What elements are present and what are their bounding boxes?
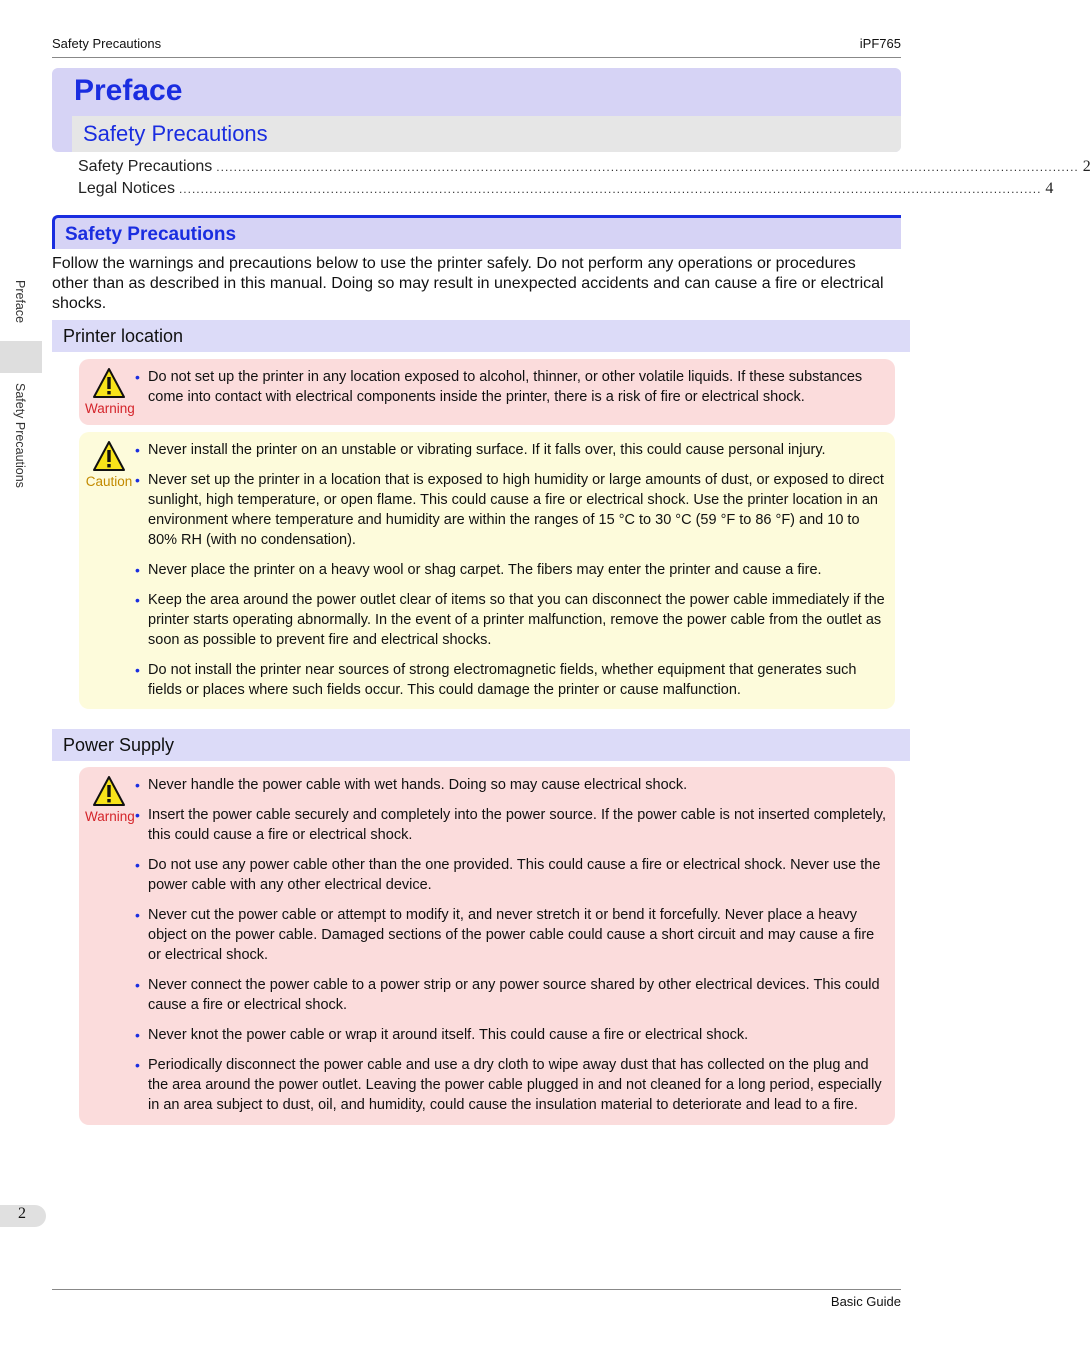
bullet-icon: • xyxy=(135,807,140,823)
toc-entry-label[interactable]: Legal Notices xyxy=(78,180,175,197)
bullet-icon: • xyxy=(135,1057,140,1073)
side-tab-safety-label[interactable]: Safety Precautions xyxy=(13,383,27,488)
warning-list xyxy=(135,775,887,1125)
side-tab-preface-label: Preface xyxy=(13,280,27,324)
intro-paragraph: Follow the warnings and precautions below to use the printer safely. Do not perform any operations or procedures other than as described in this manual. Doing so may result in unexpected accidents and can cause a fire or electrical shocks. xyxy=(52,255,884,312)
chapter-title-box xyxy=(52,68,901,152)
section-heading-bar xyxy=(52,215,901,249)
list-item: • Periodically disconnect the power cable and use a dry cloth to wipe away dust that has collected on the plug and the area around the power outlet. Leaving the power cable plugged in and not cleaned for a long period, especially in an area subject to dust, oil, and humidity, could cause the insulation material to deteriorate and lead to a fire. xyxy=(135,1057,882,1113)
warning-label: Warning xyxy=(85,809,135,824)
list-item: • Insert the power cable securely and completely into the power source. If the power cable is not inserted completely, this could cause a fire or electrical shock. xyxy=(135,807,887,843)
list-item: • Do not use any power cable other than the one provided. This could cause a fire or electrical shock. Never use the power cable with any other electrical device. xyxy=(135,857,881,893)
warning-triangle-icon xyxy=(92,367,126,399)
caution-list xyxy=(135,440,887,710)
section-heading: Safety Precautions xyxy=(65,224,237,245)
footer-divider xyxy=(52,1289,901,1290)
bullet-icon: • xyxy=(135,369,140,385)
toc-entry-page[interactable]: 2 xyxy=(1082,158,1091,175)
chapter-subtitle-bar xyxy=(72,116,901,152)
warning-icon-block xyxy=(85,775,133,824)
side-tab-preface[interactable] xyxy=(0,268,42,340)
bullet-icon: • xyxy=(135,1027,140,1043)
footer-guide-name: Basic Guide xyxy=(830,1294,901,1309)
list-item: • Never install the printer on an unstable or vibrating surface. If it falls over, this could cause personal injury. xyxy=(135,442,826,458)
bullet-icon: • xyxy=(135,977,140,993)
subheading-bar-printer-location xyxy=(52,320,910,352)
caution-icon-block xyxy=(85,440,133,489)
subheading-printer-location: Printer location xyxy=(63,326,184,346)
subheading-bar-power-supply xyxy=(52,729,910,761)
list-item: • Never cut the power cable or attempt to modify it, and never stretch it or bend it forcefully. Never place a heavy object on the power cable. Damaged sections of the power cable could cause a short circuit and may cause a fire or electrical shock. xyxy=(135,907,875,963)
toc-entry-legal[interactable] xyxy=(78,180,1054,202)
warning-box-power-supply xyxy=(79,767,895,1125)
list-item: • Never knot the power cable or wrap it around itself. This could cause a fire or electrical shock. xyxy=(135,1027,749,1043)
warning-list xyxy=(135,367,887,417)
bullet-icon: • xyxy=(135,662,140,678)
list-item: • Keep the area around the power outlet clear of items so that you can disconnect the power cable immediately if the printer starts operating abnormally. In the event of a printer malfunction, remove the power cable from the outlet as soon as possible to prevent fire and electrical shocks. xyxy=(135,592,885,648)
list-item: • Never handle the power cable with wet hands. Doing so may cause electrical shock. xyxy=(135,777,688,793)
bullet-icon: • xyxy=(135,562,140,578)
bullet-icon: • xyxy=(135,472,140,488)
warning-label: Warning xyxy=(85,401,135,416)
toc-entry-page[interactable]: 4 xyxy=(1045,180,1054,197)
list-item: • Do not set up the printer in any location exposed to alcohol, thinner, or other volatile liquids. If these substances come into contact with electrical components inside the printer, there is a risk of fire or electrical shock. xyxy=(135,369,863,405)
list-item: • Do not install the printer near sources of strong electromagnetic fields, whether equipment that generates such fields or places where such fields occur. This could damage the printer or cause malfunction. xyxy=(135,662,857,698)
page-number: 2 xyxy=(18,1205,26,1222)
bullet-icon: • xyxy=(135,592,140,608)
warning-box-printer-location xyxy=(79,359,895,425)
bullet-icon: • xyxy=(135,777,140,793)
toc-entry-safety[interactable] xyxy=(78,158,1091,180)
list-item: • Never set up the printer in a location that is exposed to high humidity or large amounts of dust, or exposed to direct sunlight, high temperature, or open flame. This could cause a fire or electrical shock. Use the printer location in an environment where temperature and humidity are within the ranges of 15 °C to 30 °C (59 °F to 86 °F) and 10 to 80% RH (with no condensation). xyxy=(135,472,884,548)
header-divider xyxy=(52,57,901,58)
list-item: • Never place the printer on a heavy wool or shag carpet. The fibers may enter the printer and cause a fire. xyxy=(135,562,822,578)
list-item: • Never connect the power cable to a power strip or any power source shared by other electrical devices. This could cause a fire or electrical shock. xyxy=(135,977,880,1013)
bullet-icon: • xyxy=(135,442,140,458)
running-header-model: iPF765 xyxy=(859,36,901,51)
toc-entry-label[interactable]: Safety Precautions xyxy=(78,158,213,175)
caution-label: Caution xyxy=(85,474,133,489)
chapter-subtitle: Safety Precautions xyxy=(83,121,268,146)
running-header-title: Safety Precautions xyxy=(52,36,162,51)
caution-box-printer-location xyxy=(79,432,895,709)
toc-leader-dots: ....................................................................................................................................................................................................... xyxy=(216,160,1079,174)
side-tab-highlight xyxy=(0,341,42,373)
chapter-title: Preface xyxy=(74,74,183,107)
bullet-icon: • xyxy=(135,907,140,923)
warning-triangle-icon xyxy=(92,775,126,807)
bullet-icon: • xyxy=(135,857,140,873)
table-of-contents xyxy=(78,158,1091,202)
toc-leader-dots: ....................................................................................................................................................................................................... xyxy=(178,182,1042,196)
caution-triangle-icon xyxy=(92,440,126,472)
subheading-power-supply: Power Supply xyxy=(63,735,175,755)
page-number-tab xyxy=(0,1205,46,1227)
warning-icon-block xyxy=(85,367,133,416)
